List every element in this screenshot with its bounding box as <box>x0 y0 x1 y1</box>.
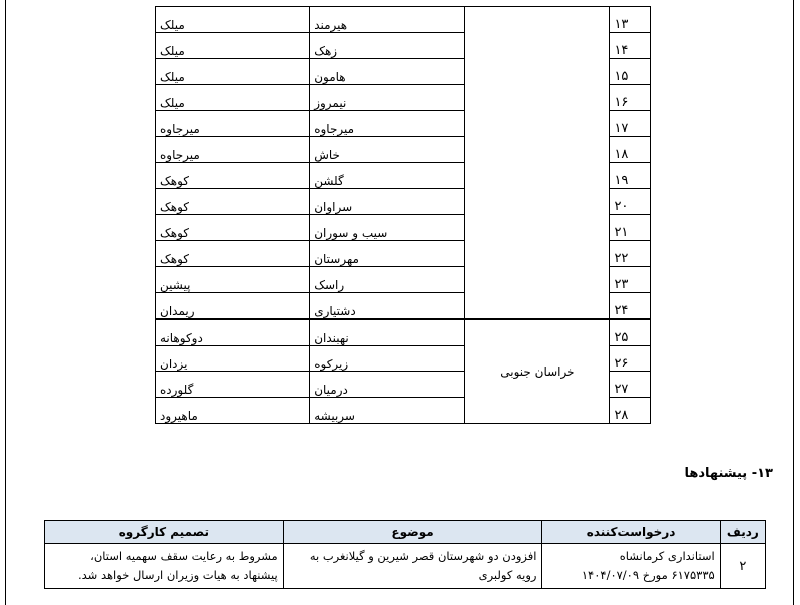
city-cell: راسک <box>310 267 465 293</box>
county-cell: دوکوهانه <box>156 319 310 346</box>
requester-line: استانداری کرمانشاه <box>619 549 715 563</box>
row-number: ۲۵ <box>610 319 651 346</box>
county-cell: میلک <box>156 85 310 111</box>
county-cell: میلک <box>156 7 310 33</box>
row-number: ۲۷ <box>610 372 651 398</box>
city-cell: زهک <box>310 33 465 59</box>
row-number: ۱۵ <box>610 59 651 85</box>
city-cell: دشتیاری <box>310 293 465 320</box>
city-cell: مهرستان <box>310 241 465 267</box>
city-cell: سیب و سوران <box>310 215 465 241</box>
row-number: ۱۳ <box>610 7 651 33</box>
city-cell: نیمروز <box>310 85 465 111</box>
table-row <box>45 544 766 589</box>
province-cell: خراسان جنوبی <box>465 319 610 424</box>
city-cell: سراوان <box>310 189 465 215</box>
requester-letter-ref: ۶۱۷۵۳۳۵ مورخ ۱۴۰۴/۰۷/۰۹ <box>581 568 715 582</box>
header-row-number: ردیف <box>720 521 765 544</box>
section-heading: ۱۳- پیشنهادها <box>684 466 773 481</box>
county-cell: کوهک <box>156 163 310 189</box>
county-cell: ماهیرود <box>156 398 310 424</box>
city-cell: سربیشه <box>310 398 465 424</box>
decision-line: مشروط به رعایت سقف سهمیه استان، <box>90 549 278 563</box>
row-number: ۱۸ <box>610 137 651 163</box>
county-cell: میرجاوه <box>156 111 310 137</box>
row-number: ۲۸ <box>610 398 651 424</box>
row-number: ۲۳ <box>610 267 651 293</box>
page-border-right <box>793 0 794 605</box>
header-decision: تصمیم کارگروه <box>45 521 284 544</box>
row-number: ۲۰ <box>610 189 651 215</box>
row-number: ۲۲ <box>610 241 651 267</box>
row-number: ۱۶ <box>610 85 651 111</box>
county-cell: یزدان <box>156 346 310 372</box>
proposal-subject <box>283 544 542 589</box>
border-cities-table-body <box>156 7 651 424</box>
county-cell: کوهک <box>156 215 310 241</box>
county-cell: کوهک <box>156 189 310 215</box>
row-number: ۲۴ <box>610 293 651 320</box>
row-number: ۲۱ <box>610 215 651 241</box>
county-cell: ریمدان <box>156 293 310 320</box>
county-cell: میلک <box>156 59 310 85</box>
row-number: ۱۹ <box>610 163 651 189</box>
subject-line: رویه کولبری <box>478 568 537 582</box>
city-cell: میرجاوه <box>310 111 465 137</box>
row-number: ۲۶ <box>610 346 651 372</box>
county-cell: پیشین <box>156 267 310 293</box>
city-cell: خاش <box>310 137 465 163</box>
city-cell: زیرکوه <box>310 346 465 372</box>
subject-line: افزودن دو شهرستان قصر شیرین و گیلانغرب به <box>309 549 537 563</box>
city-cell: هیرمند <box>310 7 465 33</box>
decision-line: پیشنهاد به هیات وزیران ارسال خواهد شد. <box>77 568 278 582</box>
proposal-row-number: ۲ <box>720 544 765 589</box>
city-cell: درمیان <box>310 372 465 398</box>
county-cell: میرجاوه <box>156 137 310 163</box>
header-requester: درخواست‌کننده <box>542 521 720 544</box>
county-cell: گلورده <box>156 372 310 398</box>
proposals-header-row <box>45 521 766 544</box>
proposals-table <box>44 520 766 589</box>
border-cities-table <box>155 6 651 424</box>
province-cell <box>465 7 610 320</box>
county-cell: کوهک <box>156 241 310 267</box>
row-number: ۱۷ <box>610 111 651 137</box>
header-subject: موضوع <box>283 521 542 544</box>
county-cell: میلک <box>156 33 310 59</box>
table-row <box>156 319 651 346</box>
city-cell: هامون <box>310 59 465 85</box>
page-border-left <box>5 0 6 605</box>
row-number: ۱۴ <box>610 33 651 59</box>
proposal-decision <box>45 544 284 589</box>
table-row <box>156 7 651 33</box>
city-cell: گلشن <box>310 163 465 189</box>
city-cell: نهبندان <box>310 319 465 346</box>
proposal-requester <box>542 544 720 589</box>
